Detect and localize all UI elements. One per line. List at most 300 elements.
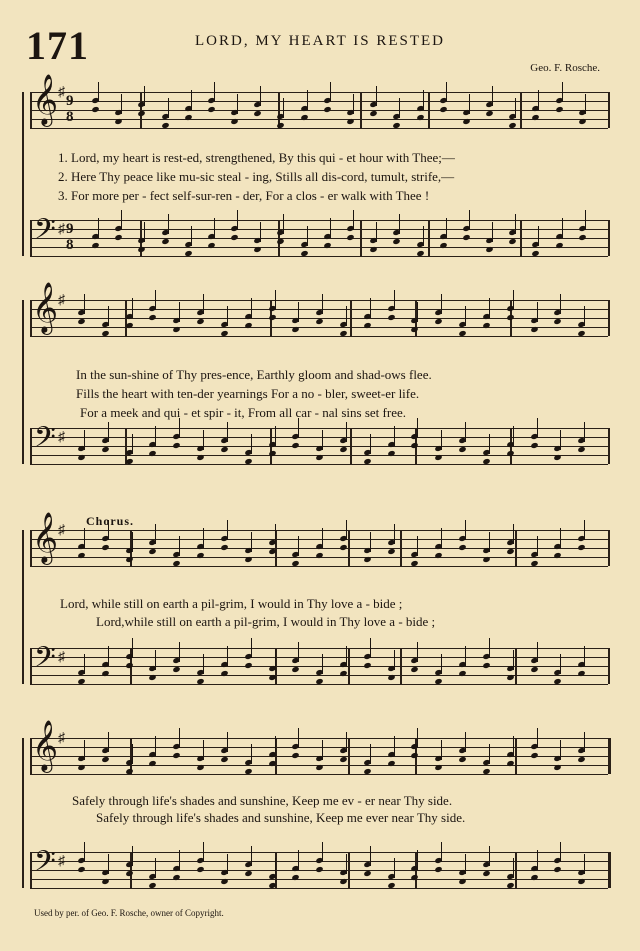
note-stem [394,290,395,310]
note-stem [275,290,276,310]
note-stem [330,82,331,102]
note-stem [155,736,156,756]
system-brace [22,530,28,684]
note-stem [446,82,447,102]
note-stem [492,86,493,106]
note-stem [322,740,323,760]
barline [350,428,352,464]
note-stem [275,426,276,446]
bass-clef-icon: 𝄢 [34,421,56,461]
note-stem [560,294,561,314]
note-stem [214,218,215,238]
note-stem [394,524,395,544]
note-stem [489,638,490,658]
notehead [462,234,470,241]
note-stem [465,646,466,666]
treble-clef-icon: 𝄞 [32,282,59,333]
note-stem [417,642,418,662]
notehead [485,246,493,253]
note-stem [251,638,252,658]
note-stem [585,210,586,230]
chorus-line-2-top: Safely through life's shades and sunshine, Keep me ev - er near Thy side. [72,793,453,808]
note-stem [513,426,514,446]
note-stem [275,736,276,756]
bass-clef-icon: 𝄢 [34,213,56,253]
note-stem [155,858,156,878]
note-stem [144,222,145,242]
hymn-number: 171 [26,23,89,68]
notehead [101,756,109,763]
note-stem [513,858,514,878]
note-stem [584,520,585,540]
note-stem [370,532,371,552]
notehead [220,878,228,885]
notehead [230,118,238,125]
system-brace [22,92,28,256]
note-stem [346,306,347,326]
barline [608,300,610,336]
note-stem [155,524,156,544]
note-stem [346,520,347,540]
key-sharp-icon: ♯ [58,731,65,746]
note-stem [562,218,563,238]
barline [515,648,517,684]
note-stem [465,854,466,874]
barline [360,92,362,128]
notehead [578,234,586,241]
notehead [196,866,204,873]
note-stem [584,422,585,442]
note-stem [155,426,156,446]
note-stem [370,638,371,658]
notehead [530,752,538,759]
notehead [77,764,85,771]
note-stem [275,650,276,670]
notehead [138,110,146,117]
note-stem [155,650,156,670]
notehead [578,446,586,453]
notehead [77,454,85,461]
note-stem [515,214,516,234]
notehead [149,548,157,555]
notehead [387,674,395,681]
note-stem [298,536,299,556]
notehead [196,454,204,461]
note-stem [489,532,490,552]
notehead [220,544,228,551]
note-stem [370,298,371,318]
notehead [244,556,252,563]
note-stem [322,430,323,450]
notehead [482,556,490,563]
note-stem [417,728,418,748]
note-stem [489,846,490,866]
note-stem [537,728,538,748]
note-stem [584,732,585,752]
note-stem [465,732,466,752]
barline [608,852,611,888]
key-sharp-icon: ♯ [58,650,65,665]
note-stem [376,222,377,242]
note-stem [84,842,85,862]
treble-clef-icon: 𝄞 [32,74,59,125]
notehead [316,318,324,325]
barline [400,530,402,566]
notehead [101,878,109,885]
notehead [207,106,215,113]
notehead [161,238,169,245]
note-stem [298,642,299,662]
note-stem [370,434,371,454]
notehead [254,110,262,117]
note-stem [469,94,470,114]
notehead [578,544,586,551]
notehead [506,548,514,555]
key-sharp-icon: ♯ [58,430,65,445]
note-stem [203,842,204,862]
notehead [101,544,109,551]
note-stem [322,842,323,862]
note-stem [469,210,470,230]
notehead [316,764,324,771]
barline [428,220,430,256]
note-stem [84,654,85,674]
note-stem [132,638,133,658]
barline [520,92,522,128]
chorus-line-2-bottom: Safely through life's shades and sunshine, Keep me ever near Thy side. [96,810,466,825]
notehead [462,118,470,125]
notehead [485,110,493,117]
note-stem [465,306,466,326]
note-stem [84,294,85,314]
notehead [125,662,133,669]
notehead [230,234,238,241]
note-stem [423,90,424,110]
note-stem [441,654,442,674]
barline [515,738,517,774]
note-stem [441,842,442,862]
composer-credit: Geo. F. Rosche. [530,62,600,74]
note-stem [168,98,169,118]
notehead [530,442,538,449]
note-stem [121,210,122,230]
system-brace [22,738,28,888]
note-stem [353,94,354,114]
notehead [393,238,401,245]
notehead [482,662,490,669]
note-stem [346,854,347,874]
note-stem [298,302,299,322]
note-stem [489,298,490,318]
note-stem [584,854,585,874]
note-stem [203,294,204,314]
notehead [555,106,563,113]
verse-3-line-2: For a meek and qui - et spir - it, From all car - nal sins set free. [80,405,406,420]
note-stem [251,744,252,764]
note-stem [417,302,418,322]
note-stem [132,744,133,764]
note-stem [322,654,323,674]
note-stem [84,740,85,760]
notehead [506,674,514,681]
note-stem [560,528,561,548]
note-stem [417,850,418,870]
notehead [173,666,181,673]
barline [348,738,350,774]
note-stem [513,524,514,544]
note-stem [417,536,418,556]
barline [348,852,350,888]
note-stem [237,210,238,230]
note-stem [346,732,347,752]
note-stem [370,744,371,764]
notehead [196,318,204,325]
notehead [554,318,562,325]
note-stem [298,418,299,438]
note-stem [237,94,238,114]
note-stem [155,290,156,310]
barline [348,530,350,566]
note-stem [144,86,145,106]
note-stem [251,434,252,454]
barline [608,530,610,566]
notehead [115,234,123,241]
bass-clef-icon: 𝄢 [34,845,56,885]
treble-staff [30,74,608,128]
note-stem [283,98,284,118]
note-stem [353,210,354,230]
note-stem [191,90,192,110]
notehead [254,246,262,253]
note-stem [168,214,169,234]
hymn-title: LORD, MY HEART IS RESTED [194,33,446,49]
note-stem [203,528,204,548]
barline [360,220,362,256]
note-stem [560,842,561,862]
note-stem [441,528,442,548]
notehead [173,442,181,449]
barline [348,648,350,684]
notehead [91,106,99,113]
note-stem [417,418,418,438]
treble-staff [30,720,608,774]
verse-2-line-2: Fills the heart with ten-der yearnings For a no - bler, sweet-er life. [76,386,420,401]
copyright-note: Used by per. of Geo. F. Rosche, owner of Copyright. [34,908,224,918]
system-brace [22,300,28,464]
notehead [530,326,538,333]
notehead [435,866,443,873]
note-stem [560,740,561,760]
note-stem [537,302,538,322]
key-sharp-icon: ♯ [58,85,65,100]
key-sharp-icon: ♯ [58,222,65,237]
note-stem [399,98,400,118]
note-stem [441,294,442,314]
note-stem [227,520,228,540]
note-stem [132,846,133,866]
notehead [268,314,276,321]
notehead [363,556,371,563]
notehead [411,752,419,759]
notehead [411,442,419,449]
note-stem [537,418,538,438]
note-stem [275,524,276,544]
note-stem [330,218,331,238]
notehead [244,662,252,669]
key-sharp-icon: ♯ [58,854,65,869]
note-stem [203,654,204,674]
note-stem [538,226,539,246]
time-signature: 9 8 [66,93,74,125]
bass-staff [30,213,608,256]
barline [520,220,522,256]
note-stem [465,422,466,442]
notehead [339,446,347,453]
barline [515,852,517,888]
notehead [346,118,354,125]
note-stem [179,728,180,748]
note-stem [108,854,109,874]
notehead [220,756,228,763]
note-stem [121,94,122,114]
verse-2-line-1: 2. Here Thy peace like mu-sic steal - ing, Stills all dis-cord, tumult, strife,— [58,169,455,184]
notehead [316,866,324,873]
note-stem [585,94,586,114]
note-stem [515,98,516,118]
barline [608,428,610,464]
note-stem [394,736,395,756]
note-stem [370,846,371,866]
barline [125,428,127,464]
barline [515,530,517,566]
bass-clef-icon: 𝄢 [34,641,56,681]
note-stem [203,430,204,450]
notehead [346,234,354,241]
notehead [530,666,538,673]
barline [608,220,610,256]
note-stem [132,532,133,552]
notehead [292,666,300,673]
notehead [339,544,347,551]
note-stem [179,642,180,662]
notehead [482,870,490,877]
notehead [173,326,181,333]
notehead [509,238,517,245]
note-stem [132,434,133,454]
notehead [370,246,378,253]
note-stem [251,846,252,866]
note-stem [465,520,466,540]
notehead [244,870,252,877]
notehead [277,238,285,245]
treble-clef-icon: 𝄞 [32,720,59,771]
notehead [101,446,109,453]
note-stem [98,82,99,102]
note-stem [298,728,299,748]
chorus-line-1-top: Lord, while still on earth a pil-grim, I would in Thy love a - bide ; [60,596,403,611]
note-stem [376,86,377,106]
note-stem [538,90,539,110]
note-stem [132,298,133,318]
notehead [578,878,586,885]
note-stem [537,850,538,870]
bass-staff [30,845,608,888]
note-stem [227,422,228,442]
bass-staff [30,421,608,464]
note-stem [513,650,514,670]
bass-staff [30,641,608,684]
note-stem [346,646,347,666]
notehead [125,870,133,877]
note-stem [446,218,447,238]
notehead [458,878,466,885]
notehead [292,442,300,449]
notehead [458,756,466,763]
note-stem [251,532,252,552]
notehead [316,454,324,461]
note-stem [441,430,442,450]
notehead [554,866,562,873]
barline [400,648,402,684]
note-stem [537,536,538,556]
note-stem [227,646,228,666]
note-stem [584,646,585,666]
verse-1-line-1: 1. Lord, my heart is rest-ed, strengthened, By this qui - et hour with Thee;— [58,150,455,165]
note-stem [251,298,252,318]
note-stem [227,306,228,326]
notehead [125,556,133,563]
note-stem [108,306,109,326]
note-stem [560,430,561,450]
barline [608,92,610,128]
key-sharp-icon: ♯ [58,523,65,538]
notehead [578,118,586,125]
note-stem [560,654,561,674]
note-stem [227,854,228,874]
note-stem [108,646,109,666]
notehead [220,446,228,453]
note-stem [307,90,308,110]
chorus-line-1-bottom: Lord,while still on earth a pil-grim, I would in Thy love a - bide ; [96,614,436,629]
note-stem [513,290,514,310]
notehead [387,548,395,555]
note-stem [203,740,204,760]
note-stem [84,528,85,548]
key-sharp-icon: ♯ [58,293,65,308]
notehead [115,118,123,125]
barline [608,648,610,684]
notehead [578,756,586,763]
verse-1-line-2: In the sun-shine of Thy pres-ence, Earthly gloom and shad-ows flee. [76,367,432,382]
note-stem [423,226,424,246]
note-stem [214,82,215,102]
notehead [435,764,443,771]
notehead [292,752,300,759]
note-stem [260,86,261,106]
notehead [363,662,371,669]
note-stem [537,642,538,662]
note-stem [108,732,109,752]
notehead [77,318,85,325]
notehead [506,314,514,321]
time-signature: 9 8 [66,221,74,253]
note-stem [489,434,490,454]
notehead [173,752,181,759]
note-stem [562,82,563,102]
note-stem [513,736,514,756]
notehead [411,666,419,673]
note-stem [227,732,228,752]
